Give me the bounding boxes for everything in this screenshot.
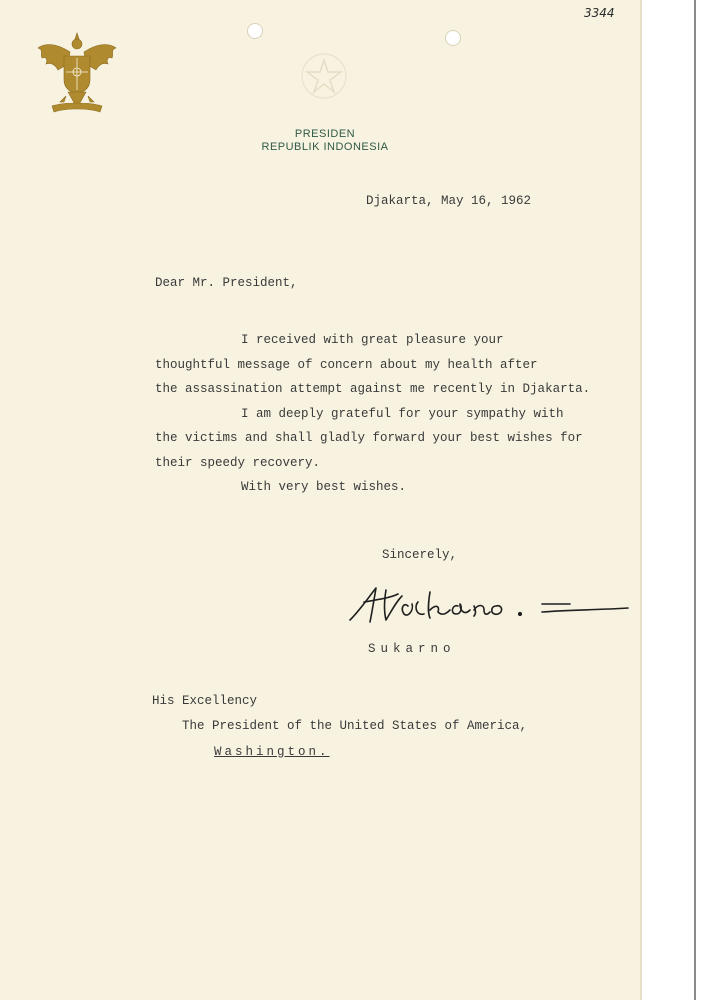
scan-edge-line	[694, 0, 696, 1000]
address-line-1: His Excellency	[152, 694, 258, 708]
garuda-emblem-icon	[34, 30, 120, 122]
body-line: With very best wishes.	[241, 480, 407, 494]
body-line: I am deeply grateful for your sympathy with	[241, 406, 564, 421]
closing: Sincerely,	[382, 548, 458, 562]
body-line: the victims and shall gladly forward your best wishes for	[155, 431, 583, 445]
punch-hole-left	[248, 24, 262, 38]
body-line: thoughtful message of concern about my health after	[155, 357, 538, 372]
address-line-2: The President of the United States of America,	[182, 719, 528, 733]
signer-name: Sukarno	[368, 642, 456, 656]
letterhead	[230, 128, 420, 154]
letterhead-subtitle: REPUBLIK INDONESIA	[261, 141, 389, 153]
body-line: the assassination attempt against me recently in Djakarta.	[155, 382, 591, 396]
embossed-star-icon	[300, 52, 348, 100]
scan-margin	[642, 0, 708, 1000]
punch-hole-right	[446, 31, 460, 45]
archive-number: 3344	[584, 6, 615, 20]
salutation: Dear Mr. President,	[155, 276, 298, 290]
letter-body	[155, 328, 590, 500]
letterhead-title: PRESIDEN	[294, 128, 356, 140]
address-line-3: Washington.	[214, 745, 330, 759]
body-line: their speedy recovery.	[155, 455, 321, 470]
handwritten-signature	[346, 580, 636, 630]
letter-date: Djakarta, May 16, 1962	[366, 194, 532, 208]
body-line: I received with great pleasure your	[241, 333, 504, 347]
